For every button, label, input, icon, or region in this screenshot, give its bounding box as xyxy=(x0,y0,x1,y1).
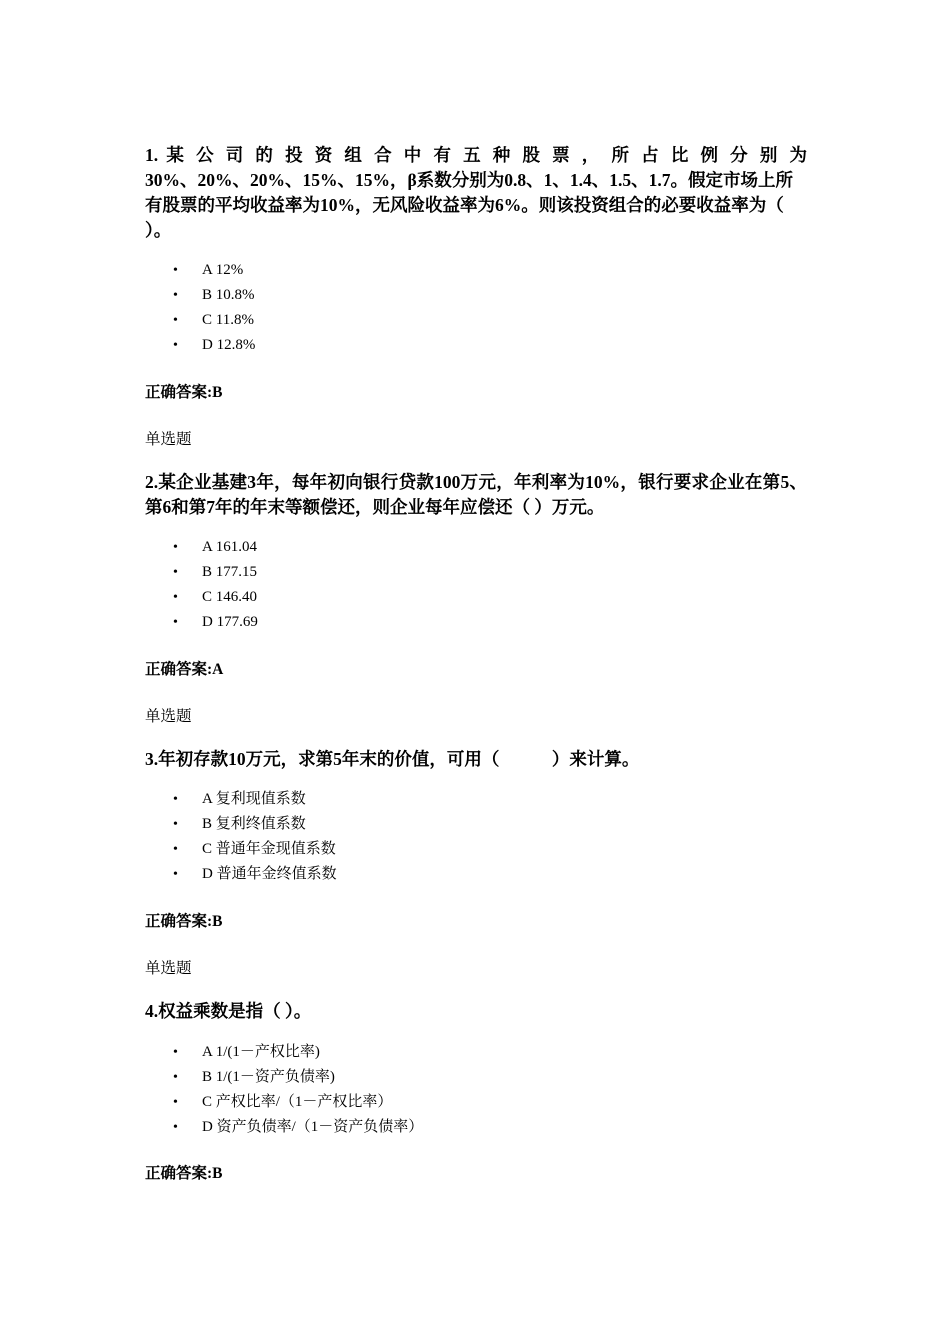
bullet-icon: • xyxy=(173,1070,178,1085)
question-4 xyxy=(145,999,807,1024)
option-item[interactable] xyxy=(145,837,807,862)
option-label: D 12.8% xyxy=(202,337,256,353)
question-2-type: 单选题 xyxy=(145,431,192,448)
option-item[interactable] xyxy=(145,787,807,812)
bullet-icon: • xyxy=(173,1045,178,1060)
bullet-icon: • xyxy=(173,867,178,882)
question-1 xyxy=(145,143,807,243)
bullet-icon: • xyxy=(173,817,178,832)
question-2-text: 2.某企业基建3年，每年初向银行贷款100万元，年利率为10%，银行要求企业在第5、第6和第7年的年末等额偿还，则企业每年应偿还（ ）万元。 xyxy=(145,472,807,517)
bullet-icon: • xyxy=(173,565,178,580)
option-label: C 146.40 xyxy=(202,589,258,605)
question-3-type: 单选题 xyxy=(145,708,192,725)
option-item[interactable] xyxy=(145,1040,807,1065)
option-label: C 11.8% xyxy=(202,312,254,328)
option-item[interactable] xyxy=(145,283,807,308)
bullet-icon: • xyxy=(173,263,178,278)
option-item[interactable] xyxy=(145,535,807,560)
question-1-options xyxy=(145,258,807,358)
option-item[interactable] xyxy=(145,1065,807,1090)
bullet-icon: • xyxy=(173,1120,178,1135)
question-4-answer: 正确答案:B xyxy=(145,1165,223,1182)
bullet-icon: • xyxy=(173,1095,178,1110)
option-label: B 177.15 xyxy=(202,564,258,580)
option-label: A 1/(1－产权比率) xyxy=(202,1044,320,1060)
bullet-icon: • xyxy=(173,338,178,353)
option-item[interactable] xyxy=(145,1090,807,1115)
option-item[interactable] xyxy=(145,560,807,585)
question-3-answer: 正确答案:B xyxy=(145,913,223,930)
bullet-icon: • xyxy=(173,842,178,857)
option-item[interactable] xyxy=(145,1115,807,1140)
option-item[interactable] xyxy=(145,333,807,358)
option-label: A 12% xyxy=(202,262,244,278)
option-item[interactable] xyxy=(145,862,807,887)
bullet-icon: • xyxy=(173,615,178,630)
bullet-icon: • xyxy=(173,590,178,605)
question-1-text-line1: 1. 某 公 司 的 投 资 组 合 中 有 五 种 股 票 ， 所 占 比 例 分 别 为 xyxy=(145,145,807,165)
question-4-options xyxy=(145,1040,807,1140)
option-label: D 资产负债率/（1－资产负债率） xyxy=(202,1119,424,1135)
question-1-answer: 正确答案:B xyxy=(145,384,223,401)
question-4-type: 单选题 xyxy=(145,960,192,977)
question-1-text-rest: 30%、20%、20%、15%、15%，β系数分别为0.8、1、1.4、1.5、1.7。假定市场上所有股票的平均收益率为10%，无风险收益率为6%。则该投资组合的必要收益率为（ ）。 xyxy=(145,170,793,240)
option-label: D 177.69 xyxy=(202,614,258,630)
option-label: C 产权比率/（1－产权比率） xyxy=(202,1094,393,1110)
option-item[interactable] xyxy=(145,812,807,837)
bullet-icon: • xyxy=(173,288,178,303)
option-item[interactable] xyxy=(145,610,807,635)
bullet-icon: • xyxy=(173,792,178,807)
question-3-options xyxy=(145,787,807,887)
question-2-options xyxy=(145,535,807,635)
option-label: B 10.8% xyxy=(202,287,255,303)
option-label: A 复利现值系数 xyxy=(202,791,306,807)
option-item[interactable] xyxy=(145,585,807,610)
bullet-icon: • xyxy=(173,313,178,328)
option-label: B 1/(1－资产负债率) xyxy=(202,1069,335,1085)
option-label: D 普通年金终值系数 xyxy=(202,866,337,882)
option-label: A 161.04 xyxy=(202,539,258,555)
question-4-text: 4.权益乘数是指（ ）。 xyxy=(145,1001,312,1021)
question-3-text: 3.年初存款10万元，求第5年末的价值，可用（ ）来计算。 xyxy=(145,749,640,769)
option-label: B 复利终值系数 xyxy=(202,816,306,832)
option-label: C 普通年金现值系数 xyxy=(202,841,336,857)
question-1-text xyxy=(145,143,807,243)
option-item[interactable] xyxy=(145,258,807,283)
option-item[interactable] xyxy=(145,308,807,333)
question-3 xyxy=(145,747,807,772)
question-2 xyxy=(145,470,807,520)
bullet-icon: • xyxy=(173,540,178,555)
question-2-answer: 正确答案:A xyxy=(145,661,224,678)
